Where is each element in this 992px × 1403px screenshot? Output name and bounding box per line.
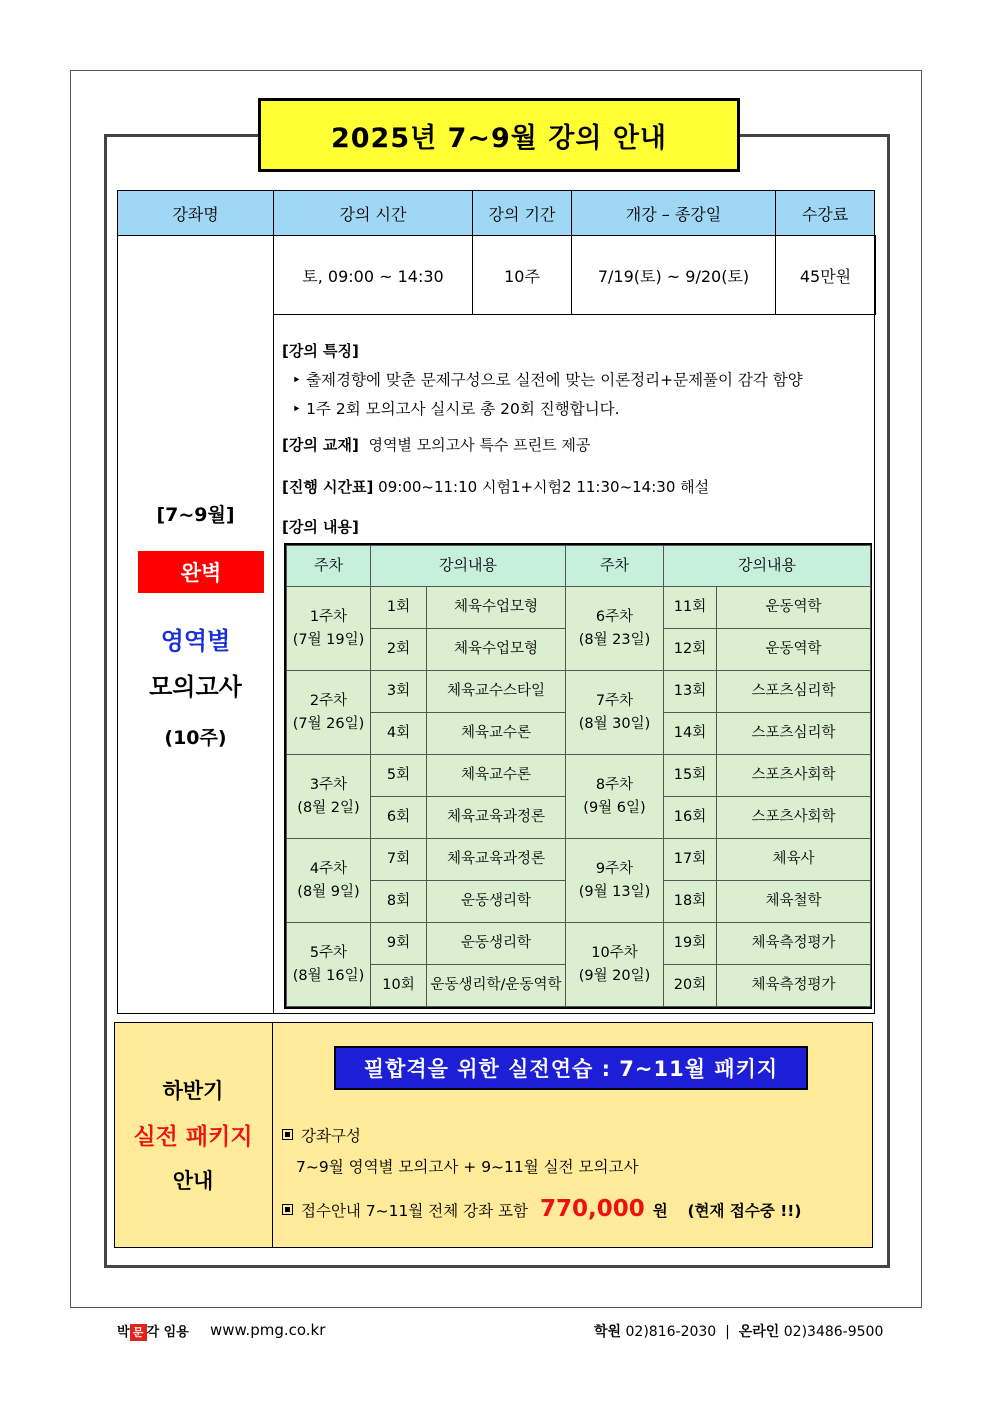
course-weeks-label: (10주)	[164, 727, 227, 749]
session-number: 16회	[663, 796, 717, 839]
session-topic: 체육교육과정론	[426, 796, 566, 839]
header-course-name: 강좌명	[117, 190, 274, 236]
package-side-line2: 실전 패키지	[133, 1124, 253, 1150]
session-number: 17회	[663, 838, 717, 881]
session-number: 18회	[663, 880, 717, 923]
footer-website[interactable]: www.pmg.co.kr	[210, 1321, 326, 1339]
square-bullet-icon	[282, 1204, 293, 1215]
week-date: (8월 16일)	[292, 967, 365, 984]
footer-contact	[594, 1321, 883, 1341]
week-date: (9월 13일)	[578, 883, 651, 900]
session-number: 7회	[370, 838, 427, 881]
session-topic: 체육교수론	[426, 754, 566, 797]
schedule-header-week: 주차	[286, 545, 371, 587]
session-topic: 체육수업모형	[426, 628, 566, 671]
session-topic: 체육교육과정론	[426, 838, 566, 881]
schedule-week-cell	[565, 838, 664, 923]
feature-title-text: [강의 특징]	[282, 342, 359, 360]
session-topic: 스포츠사회학	[716, 796, 871, 839]
session-number: 13회	[663, 670, 717, 713]
session-number: 9회	[370, 922, 427, 965]
schedule-header-content: 강의내용	[663, 545, 871, 587]
week-date: (7월 19일)	[292, 631, 365, 648]
week-date: (9월 20일)	[578, 967, 651, 984]
week-label: 10주차	[591, 945, 638, 962]
week-date: (8월 2일)	[297, 799, 360, 816]
session-topic: 스포츠심리학	[716, 712, 871, 755]
session-topic: 체육교수론	[426, 712, 566, 755]
feature-bullet: ‣ 출제경향에 맞춘 문제구성으로 실전에 맞는 이론정리+문제풀이 감각 함양	[292, 371, 803, 389]
week-date: (8월 30일)	[578, 715, 651, 732]
header-period: 강의 기간	[472, 190, 572, 236]
apply-status: (현재 접수중 !!)	[687, 1202, 802, 1220]
session-number: 10회	[370, 964, 427, 1007]
page-title: 2025년 7~9월 강의 안내	[258, 98, 740, 172]
apply-label: 접수안내 7~11월 전체 강좌 포함	[301, 1202, 528, 1220]
session-number: 6회	[370, 796, 427, 839]
content-title	[282, 516, 359, 537]
academy-phone: 02)816-2030	[625, 1324, 717, 1340]
session-number: 3회	[370, 670, 427, 713]
feature-bullet: ‣ 1주 2회 모의고사 실시로 총 20회 진행합니다.	[292, 400, 620, 418]
session-topic: 스포츠심리학	[716, 670, 871, 713]
schedule-header-content: 강의내용	[370, 545, 566, 587]
course-dates: 7/19(토) ~ 9/20(토)	[571, 235, 776, 315]
course-name-blue: 영역별	[160, 627, 231, 655]
session-number: 1회	[370, 586, 427, 629]
session-topic: 체육수업모형	[426, 586, 566, 629]
course-badge: 완벽	[138, 551, 264, 593]
package-banner: 필합격을 위한 실전연습 : 7~11월 패키지	[334, 1046, 808, 1090]
material-text: 영역별 모의고사 특수 프린트 제공	[368, 436, 591, 454]
logo-pre: 박	[117, 1325, 130, 1340]
session-topic: 체육측정평가	[716, 922, 871, 965]
composition-label: 강좌구성	[301, 1127, 361, 1145]
material-title: [강의 교재]	[282, 436, 359, 454]
schedule-week-cell	[286, 586, 371, 671]
week-label: 5주차	[309, 945, 348, 962]
week-date: (8월 23일)	[578, 631, 651, 648]
session-topic: 운동역학	[716, 586, 871, 629]
session-number: 12회	[663, 628, 717, 671]
session-number: 11회	[663, 586, 717, 629]
session-topic: 체육교수스타일	[426, 670, 566, 713]
online-label: 온라인	[738, 1324, 780, 1340]
course-duration: 10주	[472, 235, 572, 315]
session-number: 14회	[663, 712, 717, 755]
price-currency: 원	[652, 1202, 668, 1220]
package-side-line3: 안내	[172, 1169, 214, 1193]
session-number: 5회	[370, 754, 427, 797]
week-label: 2주차	[309, 693, 348, 710]
session-topic: 스포츠사회학	[716, 754, 871, 797]
session-number: 15회	[663, 754, 717, 797]
session-number: 20회	[663, 964, 717, 1007]
week-date: (7월 26일)	[292, 715, 365, 732]
course-fee: 45만원	[775, 235, 876, 315]
course-name-black: 모의고사	[149, 673, 242, 701]
week-label: 8주차	[595, 777, 634, 794]
schedule-week-cell	[286, 670, 371, 755]
session-topic: 체육측정평가	[716, 964, 871, 1007]
schedule-week-cell	[286, 922, 371, 1007]
timetable-line	[282, 476, 709, 497]
square-bullet-icon	[282, 1129, 293, 1140]
week-date: (9월 6일)	[583, 799, 646, 816]
composition-text: 7~9월 영역별 모의고사 + 9~11월 실전 모의고사	[296, 1158, 639, 1176]
schedule-week-cell	[565, 586, 664, 671]
content-title-text: [강의 내용]	[282, 518, 359, 536]
logo-post: 각 임용	[146, 1325, 189, 1340]
session-number: 8회	[370, 880, 427, 923]
session-topic: 체육철학	[716, 880, 871, 923]
header-time: 강의 시간	[273, 190, 473, 236]
header-fee: 수강료	[775, 190, 875, 236]
schedule-week-cell	[565, 670, 664, 755]
header-dates: 개강 – 종강일	[571, 190, 776, 236]
schedule-week-cell	[565, 754, 664, 839]
logo-mark: 문	[130, 1324, 147, 1341]
material-line	[282, 434, 590, 455]
package-divider	[272, 1022, 273, 1248]
footer-separator: |	[725, 1324, 730, 1340]
timetable-title: [진행 시간표]	[282, 478, 374, 496]
course-time: 토, 09:00 ~ 14:30	[273, 235, 473, 315]
week-label: 6주차	[595, 609, 634, 626]
session-topic: 운동역학	[716, 628, 871, 671]
schedule-table	[284, 543, 872, 1009]
composition-line	[282, 1124, 361, 1146]
course-month-label: [7~9월]	[156, 504, 235, 526]
session-number: 2회	[370, 628, 427, 671]
timetable-text: 09:00~11:10 시험1+시험2 11:30~14:30 해설	[378, 478, 710, 496]
feature-title	[282, 340, 359, 361]
schedule-week-cell	[286, 838, 371, 923]
session-topic: 체육사	[716, 838, 871, 881]
schedule-week-cell	[286, 754, 371, 839]
session-number: 4회	[370, 712, 427, 755]
table-header-row	[117, 190, 875, 236]
schedule-header-week: 주차	[565, 545, 664, 587]
course-info-row	[273, 235, 876, 315]
schedule-week-cell	[565, 922, 664, 1007]
week-date: (8월 9일)	[297, 883, 360, 900]
online-phone: 02)3486-9500	[783, 1324, 884, 1340]
session-topic: 운동생리학	[426, 880, 566, 923]
academy-label: 학원	[594, 1324, 622, 1340]
week-label: 3주차	[309, 777, 348, 794]
week-label: 4주차	[309, 861, 348, 878]
package-price: 770,000	[539, 1196, 645, 1222]
week-label: 7주차	[595, 693, 634, 710]
session-topic: 운동생리학	[426, 922, 566, 965]
week-label: 1주차	[309, 609, 348, 626]
session-number: 19회	[663, 922, 717, 965]
week-label: 9주차	[595, 861, 634, 878]
apply-line	[282, 1196, 801, 1222]
package-side-line1: 하반기	[162, 1079, 224, 1103]
session-topic: 운동생리학/운동역학	[426, 964, 566, 1007]
footer-logo	[117, 1321, 189, 1341]
